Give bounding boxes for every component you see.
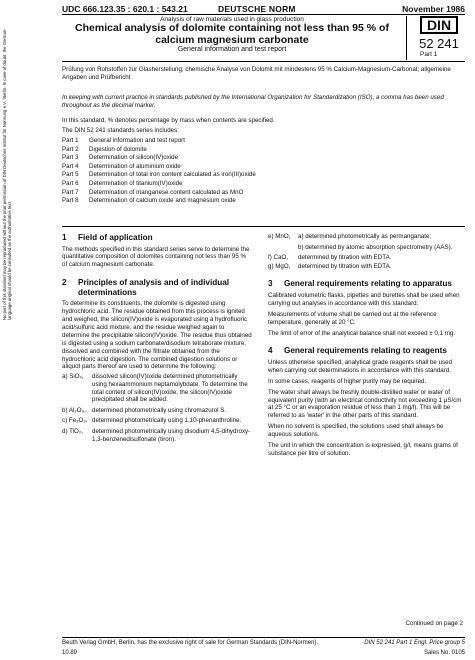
series-list: [62, 137, 462, 206]
continued-note: Continued on page 2: [405, 620, 463, 627]
german-title: Prüfung von Rohstoffen zur Glasherstellung; chemische Analyse von Dolomit mit mindestens 95 % Calcium-Magnesium-Carbonat; allgemeine Angaben und Prüfbericht: [62, 66, 451, 81]
section-4-p5: The unit in which the concentration is expressed, g/l, means grams of substance per litre of solution.: [268, 442, 458, 457]
list-item: Part 8 Determination of calcium oxide and magnesium oxide: [62, 197, 236, 205]
title-divider: [406, 16, 407, 60]
section-3-p3: The limit of error of the analytical balance shall not exceed ± 0,1 mg.: [268, 329, 456, 337]
list-item: d) TiO₂, determined photometrically using disodium 4,5-dihydroxy-1,3-benzenedisulfonate (tiron).: [62, 427, 251, 443]
section-4-p2: In some cases, reagents of higher purity may be required.: [268, 377, 427, 385]
list-item: a) SiO₂, dissolved silicon(IV)oxide determined photometrically using hexaammonium heptamolybdate. To determine the total content of silicon(IV)oxide, the silicon(IV)oxide precipitated shall be added.: [62, 373, 248, 404]
footer-rule: [62, 637, 465, 638]
section-4-p3: The water shall always be freshly double-distilled water or water of equivalent purity (with an electrical conductivity not exceeding 1 µS/cm at 25 °C or an evaporation residue of less than 1 mg/l). This will be referred to as 'water' in the other parts of this standard.: [268, 388, 462, 420]
document-title: Chemical analysis of dolomite containing not less than 95 % of calcium magnesium carbonate: [75, 22, 389, 46]
section-3-p2: Measurements of volume shall be carried out at the reference temperature, generally at 20 °C.: [268, 310, 437, 326]
din-logo: DIN: [420, 16, 458, 34]
din-number: 52 241: [419, 36, 459, 51]
series-intro: The DIN 52 241 standards series includes:: [62, 127, 179, 134]
section-2-items: [62, 373, 252, 443]
list-item: Part 5 Determination of total iron content calculated as iron(III)oxide: [62, 171, 256, 179]
subtitle: Analysis of raw materials used in glass production: [160, 16, 304, 23]
section-2-heading: 2 Principles of analysis and of individual determinations: [62, 278, 230, 297]
right-column: [268, 233, 464, 458]
list-item: Part 2 Digestion of dolomite: [62, 145, 147, 153]
list-item: Part 1 General information and test report: [62, 137, 185, 144]
title-rule: [62, 61, 465, 62]
list-item: c) Fe₂O₃, determined photometrically using 1,10-phenanthroline.: [62, 417, 242, 425]
section-2-text: To determine its constituents, the dolomite is digested using hydrochloric acid. The residue obtained from this process is ignited and weighed, the silicon(IV)oxide is evaporated using a hydrofluoric acid/sulfuric acid mixture, and the residue weighed again to determine the precipitable silicon(IV)oxide. The residue thus obtained is digested using a sodium carbonate/disodium tetraborate mixture, dissolved and combined with the filtrate obtained from the hydrochloric acid digestion. The combined digestion solutions or aliquot parts thereof are used to determine the following:: [62, 300, 252, 371]
list-item: b) determined by atomic absorption spectrometry (AAS).: [298, 243, 453, 251]
section-4-p4: When no solvent is specified, the solutions used shall always be aqueous solutions.: [268, 423, 444, 439]
issue-date: November 1986: [402, 4, 465, 14]
list-item: Part 7 Determination of manganese content calculated as MnO: [62, 188, 244, 196]
header-rule: [62, 14, 465, 15]
publisher-note: Beuth Verlag GmbH, Berlin, has the exclusive right of sale for German Standards (DIN-Normen).: [62, 640, 319, 646]
norm-label: DEUTSCHE NORM: [218, 4, 296, 14]
din-badge: [414, 16, 464, 58]
left-column: [62, 233, 252, 443]
mass-note: In this standard, % denotes percentage by mass when contents are specified.: [62, 117, 275, 124]
title-block: [62, 16, 402, 53]
content-rule: [62, 226, 465, 227]
section-2-items-continued: [268, 233, 464, 270]
section-4-heading: 4 General requirements relating to reagents: [268, 346, 447, 356]
section-1-heading: 1 Field of application: [62, 233, 153, 242]
udc-code: UDC 666.123.35 : 620.1 : 543.21: [62, 4, 188, 14]
copyright-side-note: No part of this standard may be reproduced without the prior permission of DIN Deutsches Institut für Normung e.V., Berlin. In case of doubt, the German-language original should be consulted as the authoritative text.: [2, 28, 12, 320]
list-item: f) CaO, determined by titration with EDTA.: [268, 254, 392, 262]
list-item: Part 6 Determination of titanium(IV)oxide: [62, 179, 183, 187]
din-part: Part 1: [420, 51, 438, 58]
list-item: Part 4 Determination of aluminium oxide: [62, 162, 181, 170]
date-code: 10.89: [62, 650, 78, 656]
section-3-heading: 3 General requirements relating to apparatus: [268, 279, 452, 289]
section-3-p1: Calibrated volumetric flasks, pipettes and burettes shall be used when carrying out analyses in accordance with this standard.: [268, 291, 460, 307]
iso-note: In keeping with current practice in standards published by the International Organization for Standardization (ISO), a comma has been used throughout as the decimal marker.: [62, 94, 444, 109]
section-4-p1: Unless otherwise specified, analytical grade reagents shall be used when carrying out determinations in accordance with this standard.: [268, 358, 453, 374]
title-info: General information and test report: [177, 46, 287, 53]
list-item: Part 3 Determination of silicon(IV)oxide: [62, 154, 179, 162]
list-item: g) MgO, determined by titration with EDTA.: [268, 262, 392, 270]
section-1-text: The methods specified in this standard series serve to determine the quantitative composition of dolomites containing not less than 95 % of calcium magnesium carbonate.: [62, 245, 250, 269]
list-item: b) Al₂O₃, determined photometrically using chromazurol S.: [62, 406, 227, 414]
sales-number: Sales No. 0105: [423, 650, 465, 656]
list-item: e) MnO, a) determined photometrically as permanganate;: [268, 233, 432, 240]
standard-reference: DIN 52 241 Part 1 Engl. Price group 5: [364, 640, 465, 646]
